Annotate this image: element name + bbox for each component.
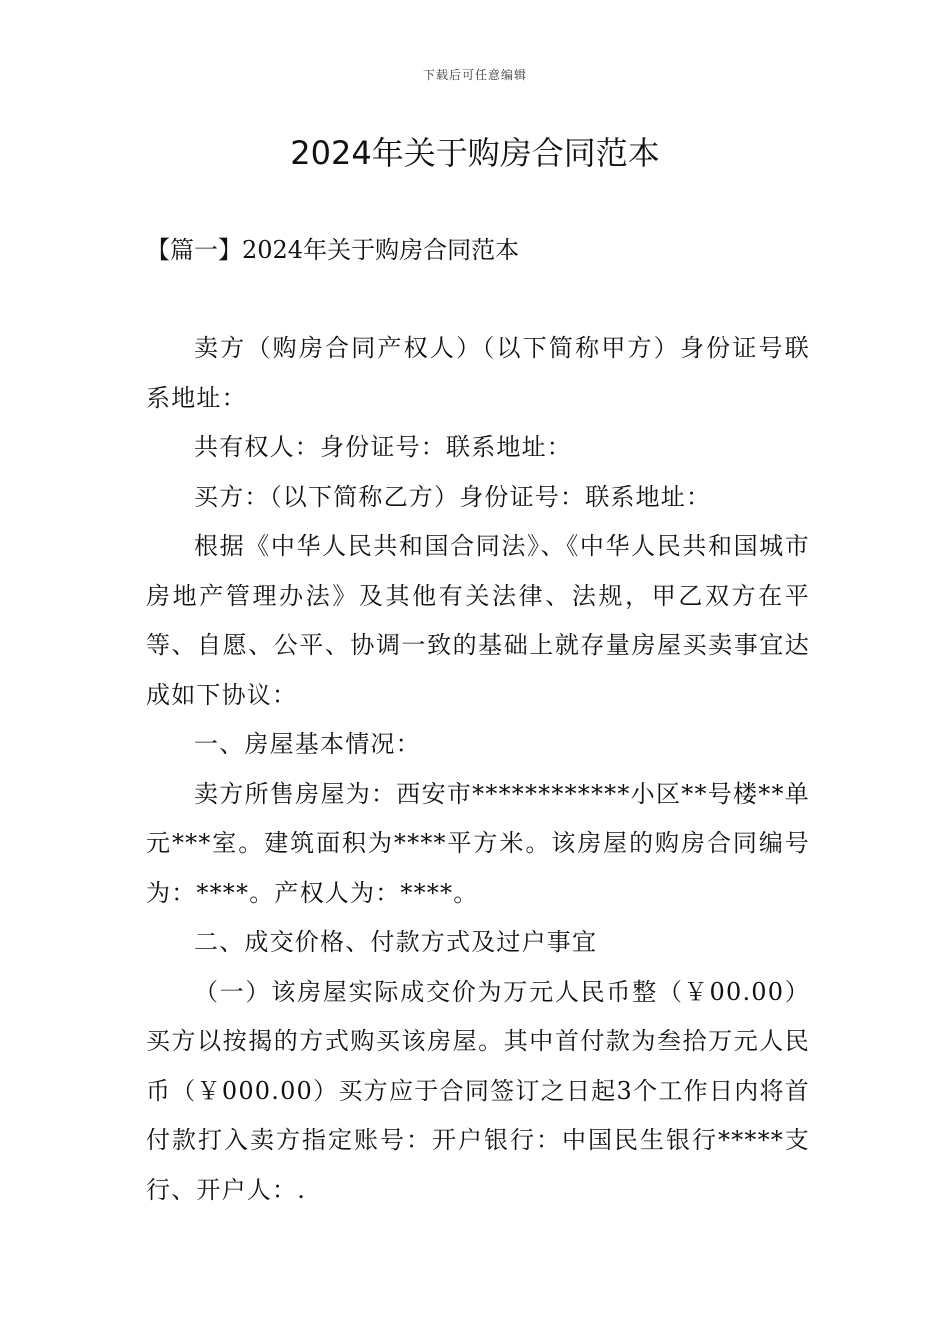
paragraph-article-2-heading: 二、成交价格、付款方式及过户事宜 xyxy=(194,928,598,956)
paragraph-price-payment: （一）该房屋实际成交价为万元人民币整（￥00.00）买方以按揭的方式购买该房屋。其中首付款为叁拾万元人民币（￥000.00）买方应于合同签订之日起3个工作日内将首付款打入卖方指定账号：开户银行：中国民生银行*****支行、开户人：. xyxy=(146,977,810,1204)
paragraph-buyer: 买方：（以下简称乙方）身份证号：联系地址： xyxy=(194,482,712,511)
document-title: 2024年关于购房合同范本 xyxy=(290,134,660,172)
header-note: 下载后可任意编辑 xyxy=(422,68,527,82)
paragraph-co-owner: 共有权人：身份证号：联系地址： xyxy=(194,433,572,461)
paragraph-legal-basis: 根据《中华人民共和国合同法》、《中华人民共和国城市房地产管理办法》及其他有关法律、法规，甲乙双方在平等、自愿、公平、协调一致的基础上就存量房屋买卖事宜达成如下协议： xyxy=(146,532,810,709)
document-body xyxy=(146,324,810,1215)
paragraph-article-1-heading: 一、房屋基本情况： xyxy=(194,730,421,758)
paragraph-property-details: 卖方所售房屋为：西安市************小区**号楼**单元***室。建筑面积为****平方米。该房屋的购房合同编号为：****。产权人为：****。 xyxy=(146,779,810,907)
section-heading: 【篇一】2024年关于购房合同范本 xyxy=(146,236,520,264)
paragraph-seller: 卖方（购房合同产权人）（以下简称甲方）身份证号联系地址： xyxy=(146,334,810,412)
